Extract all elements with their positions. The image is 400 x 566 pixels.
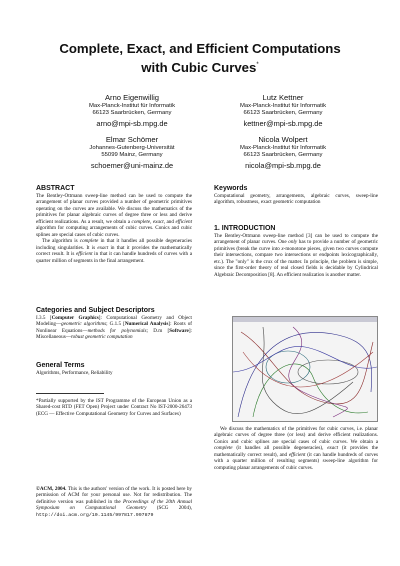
author-address: 66123 Saarbrücken, Germany: [92, 110, 172, 117]
keywords-heading: Keywords: [214, 185, 248, 192]
keywords-text: Computational geometry, arrangements, algebraic curves, sweep-line algorithm, robustness, exact geometric computation: [214, 193, 378, 206]
footnote: [36, 398, 192, 417]
introduction-paragraph-2: We discuss the mathematics of the primitives for cubic curves, i.e. planar algebraic curves of degree three (or less) and derive efficient realizations. Conics and cubic splines are special cases of cubic curves. We obtain a complete (it handles all possible degeneracies), exact (it provides the mathematically correct result), and efficient (it can handle hundreds of curves with a quarter million of resulting segments) sweep-line algorithm for computing planar arrangements of cubic curves.: [214, 426, 378, 471]
author-address: 66123 Saarbrücken, Germany: [243, 152, 323, 159]
author-name: Lutz Kettner: [262, 93, 304, 102]
footnote-text: *Partially supported by the IST Programme of the European Union as a Shared-cost RTD (FET Open) Project under Contract No IST-2000-26473 (ECG — Effective Computational Geometry for Curves and Surfaces): [36, 398, 192, 417]
curve-arrangement-plot: [233, 322, 377, 421]
author-address: 55099 Mainz, Germany: [101, 152, 163, 159]
general-terms-text: Algorithms, Performance, Reliability: [36, 370, 113, 376]
author-block-3: [47, 135, 217, 171]
figure-window: [232, 316, 378, 422]
abstract-paragraph-1: The Bentley-Ottmann sweep-line method can be used to compute the arrangement of planar curves provided a number of geometric primitives operating on the curves are available. We discuss the mathematics of the primitives for planar algebraic curves of degree three or less and derive efficient realizations. As a result, we obtain a complete, exact, and efficient algorithm for computing arrangements of cubic curves. Conics and cubic splines are special cases of cubic curves.: [36, 193, 192, 238]
introduction-continued: [214, 426, 378, 471]
figure-curve-arrangement: [218, 311, 381, 422]
author-block-1: [47, 93, 217, 129]
introduction-heading: 1. INTRODUCTION: [214, 225, 276, 232]
abstract-heading: ABSTRACT: [36, 185, 75, 192]
title-line-1: Complete, Exact, and Efficient Computations: [59, 41, 341, 56]
author-email: schoemer@uni-mainz.de: [90, 160, 174, 170]
footnote-rule: [36, 393, 104, 394]
copyright-label: ©ACM, 2004.: [36, 486, 67, 492]
title-line-2: with Cubic Curves: [141, 60, 257, 75]
author-affiliation: Max-Planck-Institut für Informatik: [88, 103, 176, 109]
general-terms-section: [36, 361, 192, 376]
keywords-section: [214, 184, 378, 206]
title-footnote-mark: *: [256, 62, 259, 68]
left-column: [36, 184, 192, 264]
author-affiliation: Max-Planck-Institut für Informatik: [239, 145, 327, 151]
categories-section: [36, 306, 192, 341]
author-name: Arno Eigenwillig: [104, 93, 160, 102]
copyright-notice: ©ACM, 2004. This is the authors' version of the work. It is posted here by permission of ACM for your personal use. Not for redistribution. The definitive version was published in the Proceedings of the 20th Annual Symposium on Computational Geometry (SCG 2004), http://doi.acm.org/10.1145/997817.997879: [36, 486, 193, 518]
author-block-4: [198, 135, 368, 171]
author-address: 66123 Saarbrücken, Germany: [243, 110, 323, 117]
author-email: arno@mpi-sb.mpg.de: [96, 118, 168, 128]
abstract-paragraph-2: The algorithm is complete in that it handles all possible degeneracies including singularities. It is exact in that it provides the mathematically correct result. It is efficient in that it can handle hundreds of curves with a quarter million of segments in the final arrangement.: [36, 238, 192, 264]
doi-link[interactable]: http://doi.acm.org/10.1145/997817.997879: [36, 512, 154, 518]
author-email: nicola@mpi-sb.mpg.de: [245, 160, 321, 170]
author-email: kettner@mpi-sb.mpg.de: [243, 118, 323, 128]
categories-text: I.3.5 [Computer Graphics]: Computational Geometry and Object Modeling—geometric algorithms; G.1.5 [Numerical Analysis]: Roots of Nonlinear Equations—methods for polynomials; D.m [Software]: Miscellaneous—robust geometric computation: [36, 315, 192, 341]
general-terms-heading: General Terms: [36, 362, 85, 369]
introduction-section: [214, 224, 378, 278]
categories-heading: Categories and Subject Descriptors: [36, 307, 155, 314]
author-name: Elmar Schömer: [105, 135, 159, 144]
author-name: Nicola Wolpert: [258, 135, 308, 144]
paper-title: [0, 41, 400, 76]
author-block-2: [198, 93, 368, 129]
author-affiliation: Johannes-Gutenberg-Universität: [89, 145, 175, 151]
introduction-paragraph-1: The Bentley-Ottmann sweep-line method [3] can be used to compute the arrangement of planar curves. One only has to provide a number of geometric primitives (break the curve into x-monotone pieces, given two curves compute their intersections, compare two intersections or endpoints lexicographically, etc.). The "only" is the crux of the matter. In principle, the problem is simple, since the first-order theory of real closed fields is decidable by Cylindrical Algebraic Decomposition [8]. An efficient realization is another matter.: [214, 233, 378, 278]
author-affiliation: Max-Planck-Institut für Informatik: [239, 103, 327, 109]
